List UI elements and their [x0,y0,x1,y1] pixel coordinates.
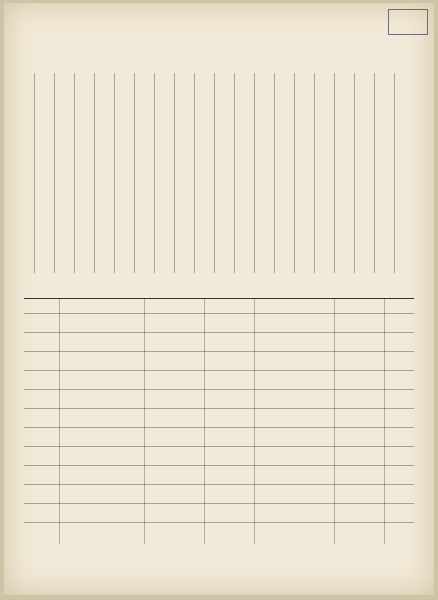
data-table [24,298,414,544]
archive-stamp [388,9,428,35]
document-sheet [4,3,434,595]
